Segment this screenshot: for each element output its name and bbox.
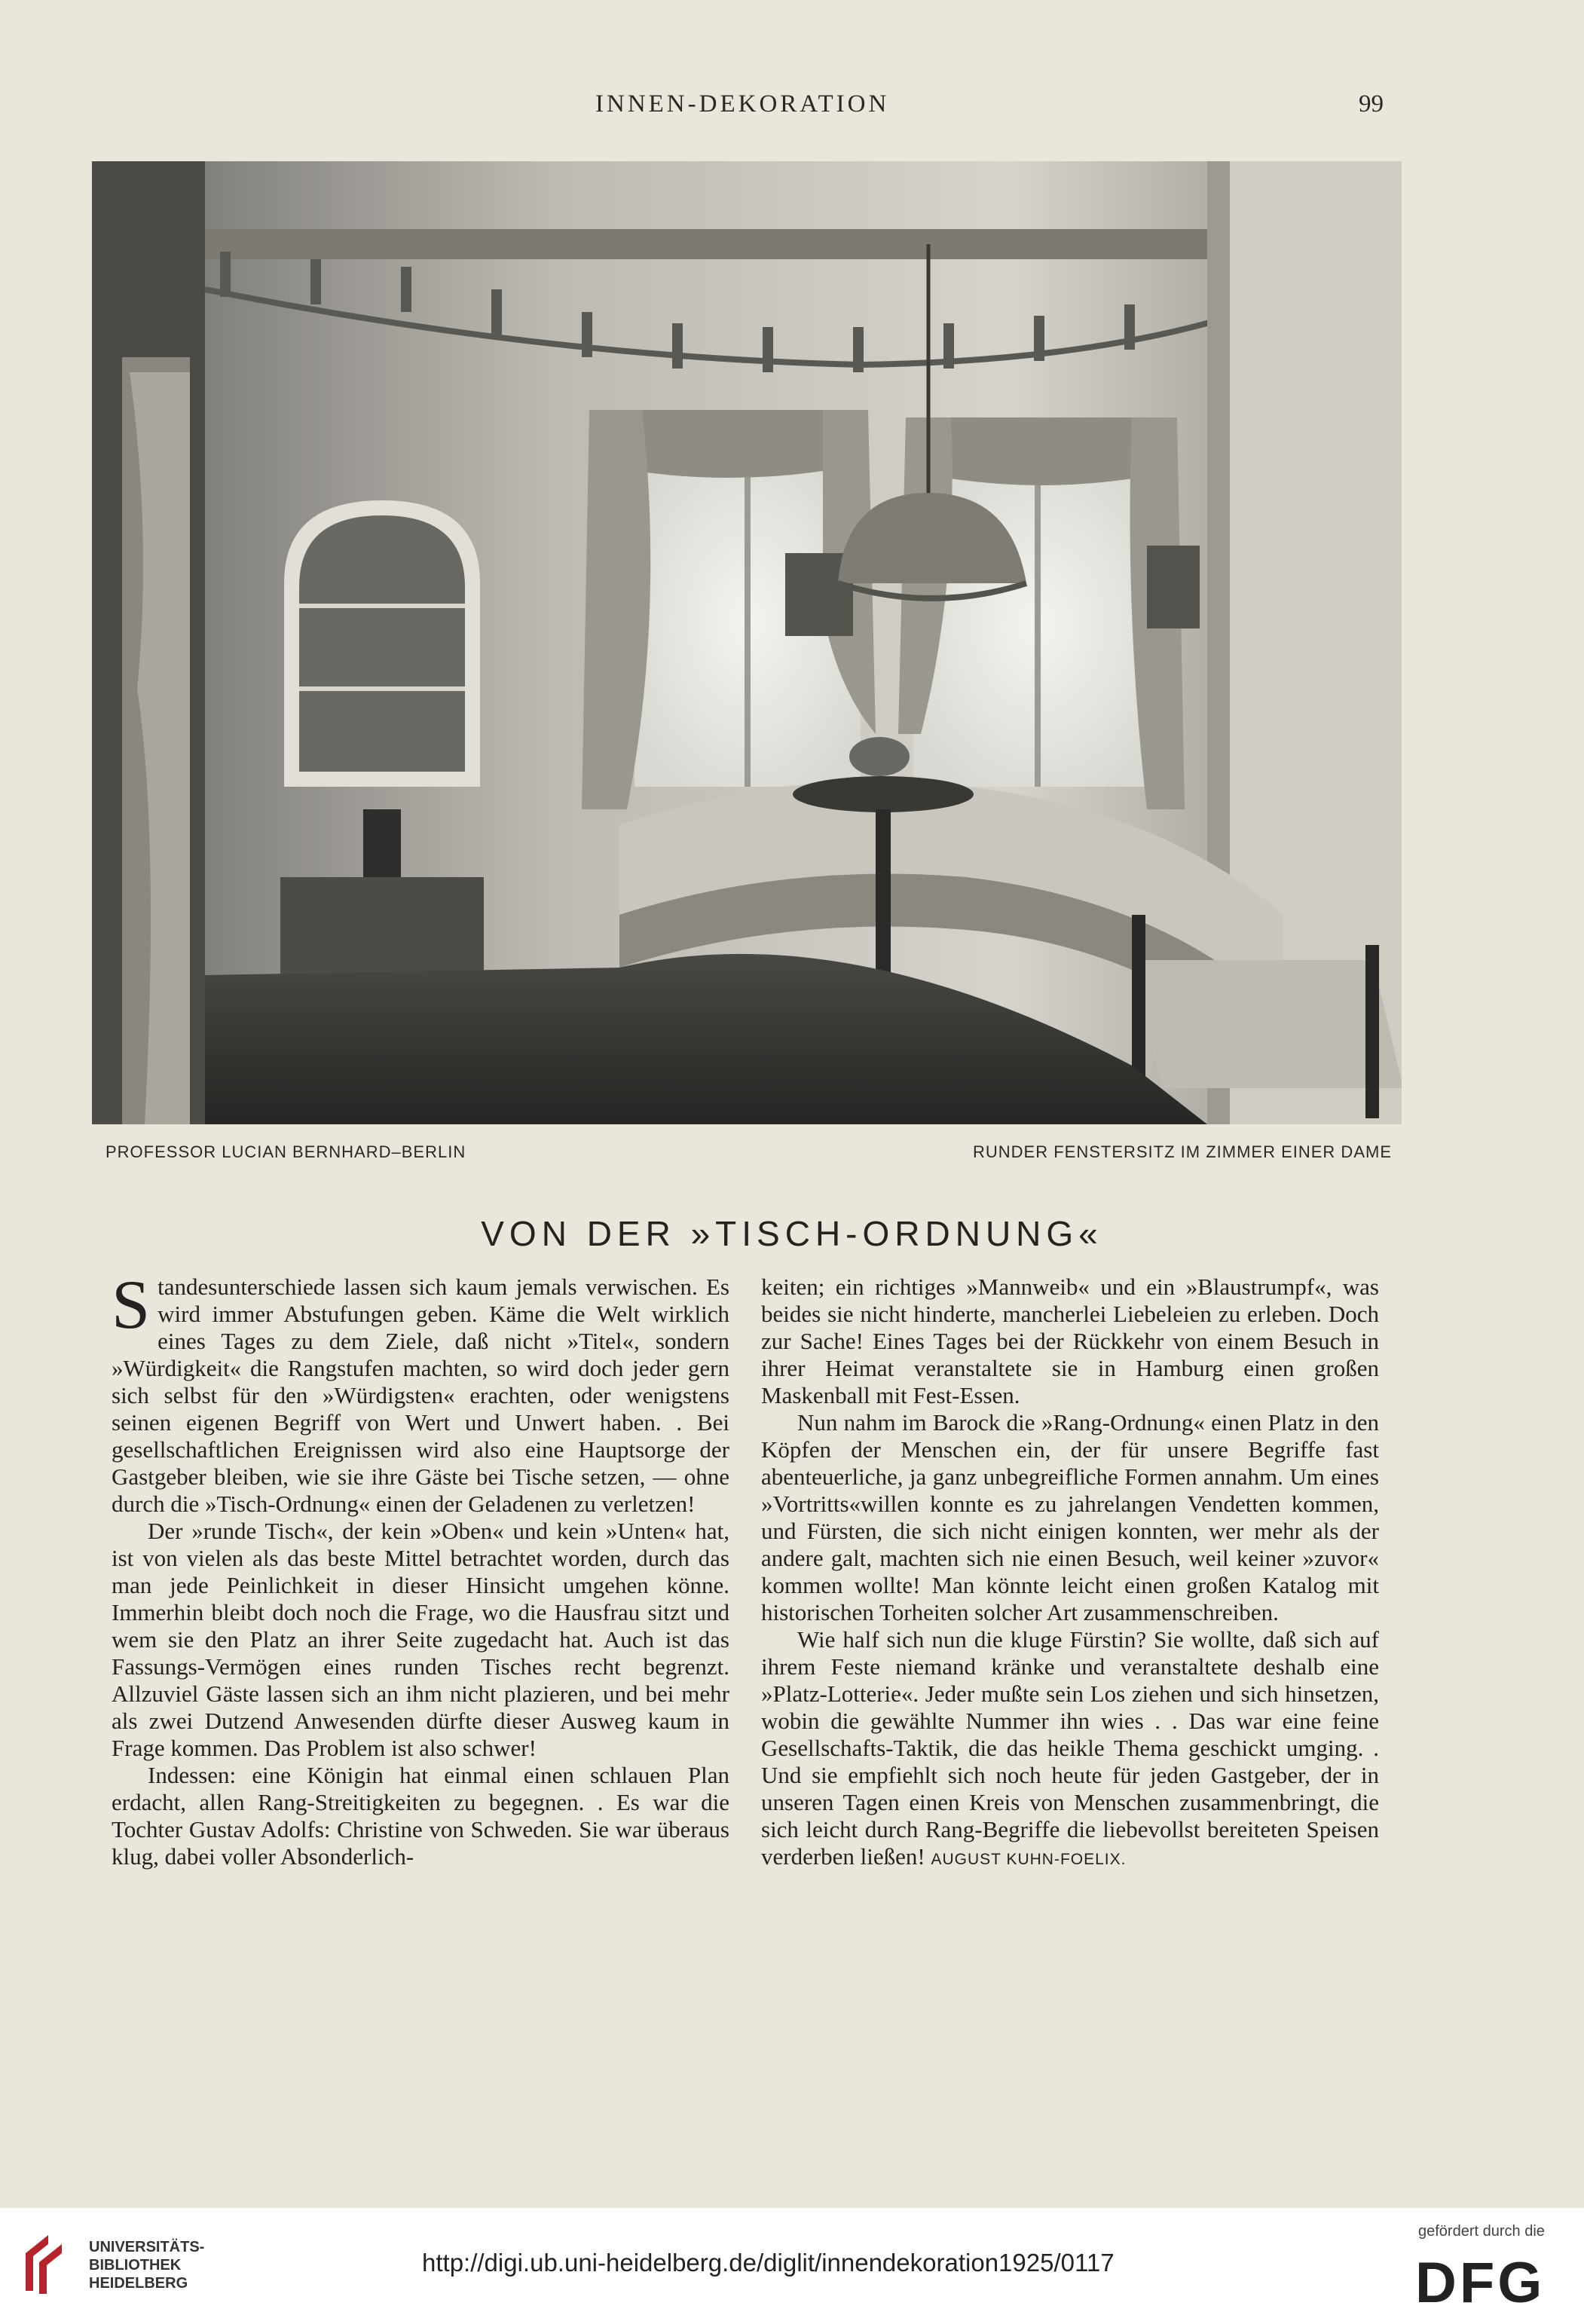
permalink-url[interactable]: http://digi.ub.uni-heidelberg.de/diglit/innendekoration1925/0117 [422, 2249, 1115, 2277]
library-name: UNIVERSITÄTS- BIBLIOTHEK HEIDELBERG [89, 2239, 205, 2292]
photo-credit: PROFESSOR LUCIAN BERNHARD–BERLIN [105, 1142, 466, 1161]
paragraph [761, 1626, 1379, 1873]
paragraph: Indessen: eine Königin hat einmal einen schlauen Plan erdacht, allen Rang-Streitigkeiten zu begegnen. . Es war die Tochter Gustav Adolfs: Christine von Schweden. Sie war überaus klug, dabei voller Absonderlich- [112, 1762, 729, 1870]
paragraph: Nun nahm im Barock die »Rang-Ordnung« einen Platz in den Köpfen der Menschen ein, der für unsere Begriffe fast abenteuerliche, ja ganz unbegreifliche Formen annahm. Um eines »Vortritts«willen konnte es zu jahrelangen Vendetten kommen, und Fürsten, die sich nicht einigen konnten, wer mehr als der andere galt, machten sich nie einen Besuch, weil keiner »zuvor« kommen wollte! Man könnte leicht einen großen Katalog mit historischen Torheiten solcher Art zusammenschreiben. [761, 1409, 1379, 1625]
paragraph: keiten; ein richtiges »Mannweib« und ein »Blaustrumpf«, was beides sie nicht hinderte, mancherlei Liebeleien zu erleben. Doch zur Sache! Eines Tages bei der Rückkehr von einem Besuch in ihrer Heimat veranstaltete sie in Hamburg einen großen Maskenball mit Fest-Essen. [761, 1274, 1379, 1408]
funding-note: gefördert durch die [1418, 2223, 1545, 2240]
journal-title: INNEN-DEKORATION [595, 90, 890, 118]
paragraph-text: Wie half sich nun die kluge Fürstin? Sie wollte, daß sich auf ihrem Feste niemand kränke und veranstaltete deshalb eine »Platz-Lotterie«. Jeder mußte sein Los ziehen und sich hinsetzen, wobin die gewählte Nummer ihn wies . . Das war eine feine Gesellschafts-Taktik, die das heikle Thema geschickt umging. . Und sie empfiehlt sich noch heute für jeden Gastgeber, der in unseren Tagen einen Kreis von Menschen zusammenbringt, die sich leicht durch Rang-Begriffe die liebevollst bereiteten Speisen verderben ließen! [761, 1626, 1379, 1870]
page-number: 99 [1359, 90, 1384, 118]
photo-illustration [92, 161, 1402, 1124]
drop-cap: S [112, 1266, 151, 1343]
dfg-logo: DFG [1415, 2251, 1546, 2315]
photo-caption: RUNDER FENSTERSITZ IM ZIMMER EINER DAME [972, 1142, 1392, 1161]
author-signature: AUGUST KUHN-FOELIX. [931, 1851, 1127, 1868]
paragraph [112, 1266, 729, 1518]
running-header [0, 90, 1584, 128]
interior-photograph [92, 161, 1402, 1124]
digitization-footer [0, 2208, 1584, 2324]
paragraph: Der »runde Tisch«, der kein »Oben« und kein »Unten« hat, ist von vielen als das beste Mittel betrachtet worden, durch das man jede Peinlichkeit in dieser Hinsicht umgehen könne. Immerhin bleibt doch noch die Frage, wo die Hausfrau sitzt und wem sie den Platz an ihrer Seite zugedacht hat. Auch ist das Fassungs-Vermögen eines runden Tisches recht begrenzt. Allzuviel Gäste lassen sich an ihm nicht plazieren, und bei mehr als zwei Dutzend Anwesenden dürfte dieser Ausweg kaum in Frage kommen. Das Problem ist also schwer! [112, 1518, 729, 1761]
left-column [112, 1266, 729, 1870]
article-title: VON DER »TISCH-ORDNUNG« [481, 1214, 1103, 1253]
right-column [761, 1274, 1379, 1873]
paragraph-text: tandesunterschiede lassen sich kaum jemals verwischen. Es wird immer Abstufungen geben. Käme die Welt wirklich eines Tages zu dem Ziele, daß nicht »Titel«, sondern »Würdigkeit« die Rangstufen machten, so wird doch jeder gern sich selbst für den »Würdigsten« erachten, oder wenigstens seinen eigenen Begriff von Wert und Unwert haben. . Bei gesellschaftlichen Ereignissen wird also eine Hauptsorge der Gastgeber bleiben, wie sie ihre Gäste bei Tische setzen, — ohne durch die »Tisch-Ordnung« einen der Geladenen zu verletzen! [112, 1274, 729, 1517]
library-logo-icon [23, 2231, 68, 2295]
